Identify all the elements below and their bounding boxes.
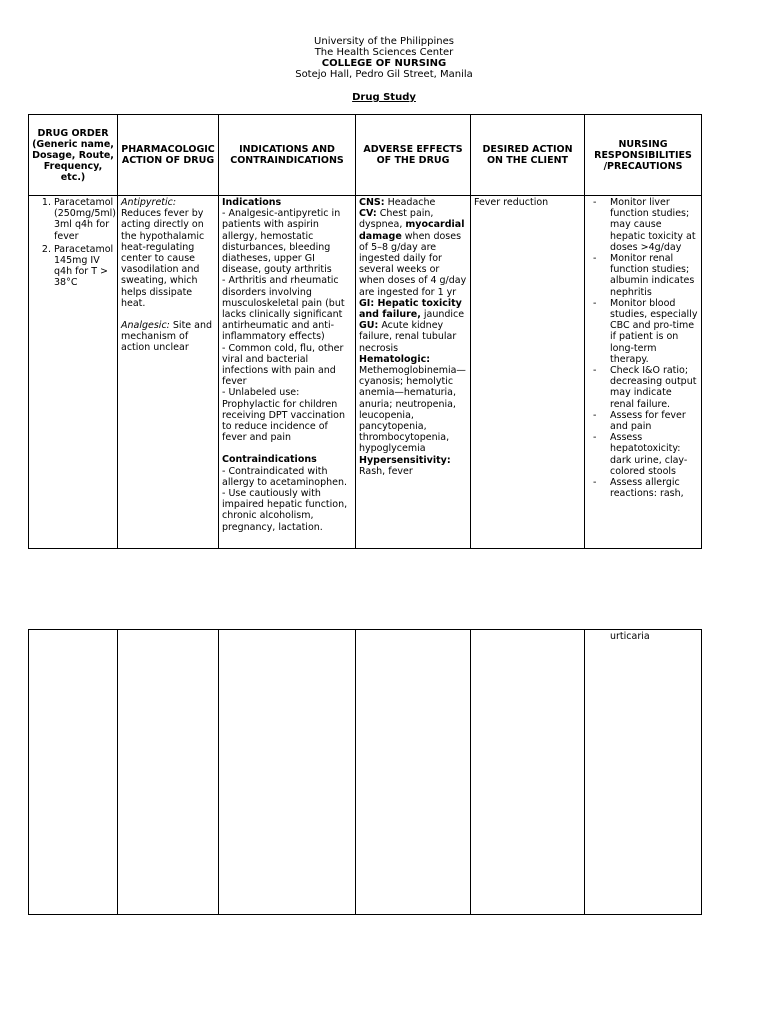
indications-cell <box>219 196 356 549</box>
col-indications: INDICATIONS AND CONTRAINDICATIONS <box>219 115 356 196</box>
contraindication-item: - Use cautiously with impaired hepatic function, chronic alcoholism, pregnancy, lactation. <box>222 488 348 533</box>
pharmacologic-cell <box>118 196 219 549</box>
indication-item: - Common cold, flu, other viral and bacterial infections with pain and fever <box>222 342 344 388</box>
analgesic-text: Site and mechanism of action unclear <box>121 320 213 354</box>
cns-label: CNS: <box>359 197 385 208</box>
drug-study-table <box>28 114 702 549</box>
continuation-cell <box>585 630 702 915</box>
empty-cell <box>118 630 219 915</box>
document-header <box>0 36 768 80</box>
hematologic-label: Hematologic: <box>359 353 431 365</box>
contraindication-item: - Contraindicated with allergy to acetaminophen. <box>222 465 348 488</box>
address: Sotejo Hall, Pedro Gil Street, Manila <box>295 69 473 80</box>
drug-order-cell <box>29 196 118 549</box>
indication-item: - Analgesic-antipyretic in patients with aspirin allergy, hemostatic disturbances, bleeding diatheses, upper GI disease, gouty arthritis <box>222 208 341 276</box>
table-row <box>29 630 702 915</box>
myocardial-label: myocardial damage <box>359 219 465 242</box>
antipyretic-text: Reduces fever by acting directly on the hypothalamic heat-regulating center to cause vasodilation and sweating, which helps dissipate heat. <box>121 208 205 309</box>
indications-heading: Indications <box>222 197 282 208</box>
drug-order-item: 2. Paracetamol 145mg IV q4h for T > 38°C <box>54 244 114 289</box>
nursing-responsibilities-cell <box>585 196 702 549</box>
cns-text: Headache <box>384 197 436 208</box>
col-adverse-effects: ADVERSE EFFECTS OF THE DRUG <box>356 115 471 196</box>
university-name: University of the Philippines <box>314 36 454 47</box>
responsibility-item: - Check I&O ratio; decreasing output may indicate renal failure. <box>588 365 698 410</box>
table-header-row <box>29 115 702 196</box>
empty-cell <box>356 630 471 915</box>
responsibility-item: - Assess allergic reactions: rash, <box>588 477 698 499</box>
myocardial-text: when doses of 5–8 g/day are ingested daily for several weeks or when doses of 4 g/day are ingested for 1 yr <box>359 230 467 298</box>
drug-order-item: 1. Paracetamol (250mg/5ml) 3ml q4h for fever <box>54 197 114 242</box>
antipyretic-label: Antipyretic: <box>121 197 177 208</box>
continuation-text: urticaria <box>610 631 650 642</box>
responsibility-item: - Monitor liver function studies; may cause hepatic toxicity at doses >4g/day <box>588 197 698 253</box>
contraindications-heading: Contraindications <box>222 454 317 466</box>
responsibility-item: - Monitor renal function studies; albumin indicates nephritis <box>588 253 698 298</box>
analgesic-label: Analgesic: <box>121 320 170 332</box>
desired-action-cell: Fever reduction <box>471 196 585 549</box>
gi-label: GI: Hepatic toxicity and failure, <box>359 297 462 321</box>
hypersensitivity-label: Hypersensitivity: <box>359 454 451 466</box>
document-title: Drug Study <box>352 92 416 103</box>
college-name: COLLEGE OF NURSING <box>321 58 447 69</box>
hypersensitivity-text: Rash, fever <box>359 465 413 477</box>
col-desired-action: DESIRED ACTION ON THE CLIENT <box>471 115 585 196</box>
hematologic-text: Methemoglobinemia—cyanosis; hemolytic anemia—hematuria, anuria; neutropenia, leucopenia, pancytopenia, thrombocytopenia, hypoglycemia <box>359 365 466 455</box>
responsibility-item: - Monitor blood studies, especially CBC and pro-time if patient is on long-term therapy. <box>588 298 698 365</box>
gi-text: jaundice <box>420 309 465 321</box>
table-row <box>29 196 702 549</box>
indication-item: - Arthritis and rheumatic disorders involving musculoskeletal pain (but lacks clinically significant antirheumatic and anti-inflammatory effects) <box>222 275 345 343</box>
cv-label: CV: <box>359 208 377 220</box>
drug-study-table-continued <box>28 629 702 915</box>
responsibility-item: - Assess hepatotoxicity: dark urine, clay-colored stools <box>588 432 698 477</box>
gu-label: GU: <box>359 320 379 332</box>
gu-text: Acute kidney failure, renal tubular necrosis <box>359 320 457 354</box>
cv-text: Chest pain, dyspnea, <box>359 208 434 231</box>
adverse-effects-cell <box>356 196 471 549</box>
empty-cell <box>219 630 356 915</box>
col-nursing-responsibilities: NURSING RESPONSIBILITIES /PRECAUTIONS <box>585 115 702 196</box>
col-pharmacologic-action: PHARMACOLOGIC ACTION OF DRUG <box>118 115 219 196</box>
empty-cell <box>471 630 585 915</box>
responsibility-item: - Assess for fever and pain <box>588 410 698 432</box>
empty-cell <box>29 630 118 915</box>
indication-item: - Unlabeled use: Prophylactic for children receiving DPT vaccination to reduce incidence of fever and pain <box>222 387 346 444</box>
center-name: The Health Sciences Center <box>314 47 454 58</box>
col-drug-order: DRUG ORDER (Generic name, Dosage, Route, Frequency, etc.) <box>29 115 118 196</box>
